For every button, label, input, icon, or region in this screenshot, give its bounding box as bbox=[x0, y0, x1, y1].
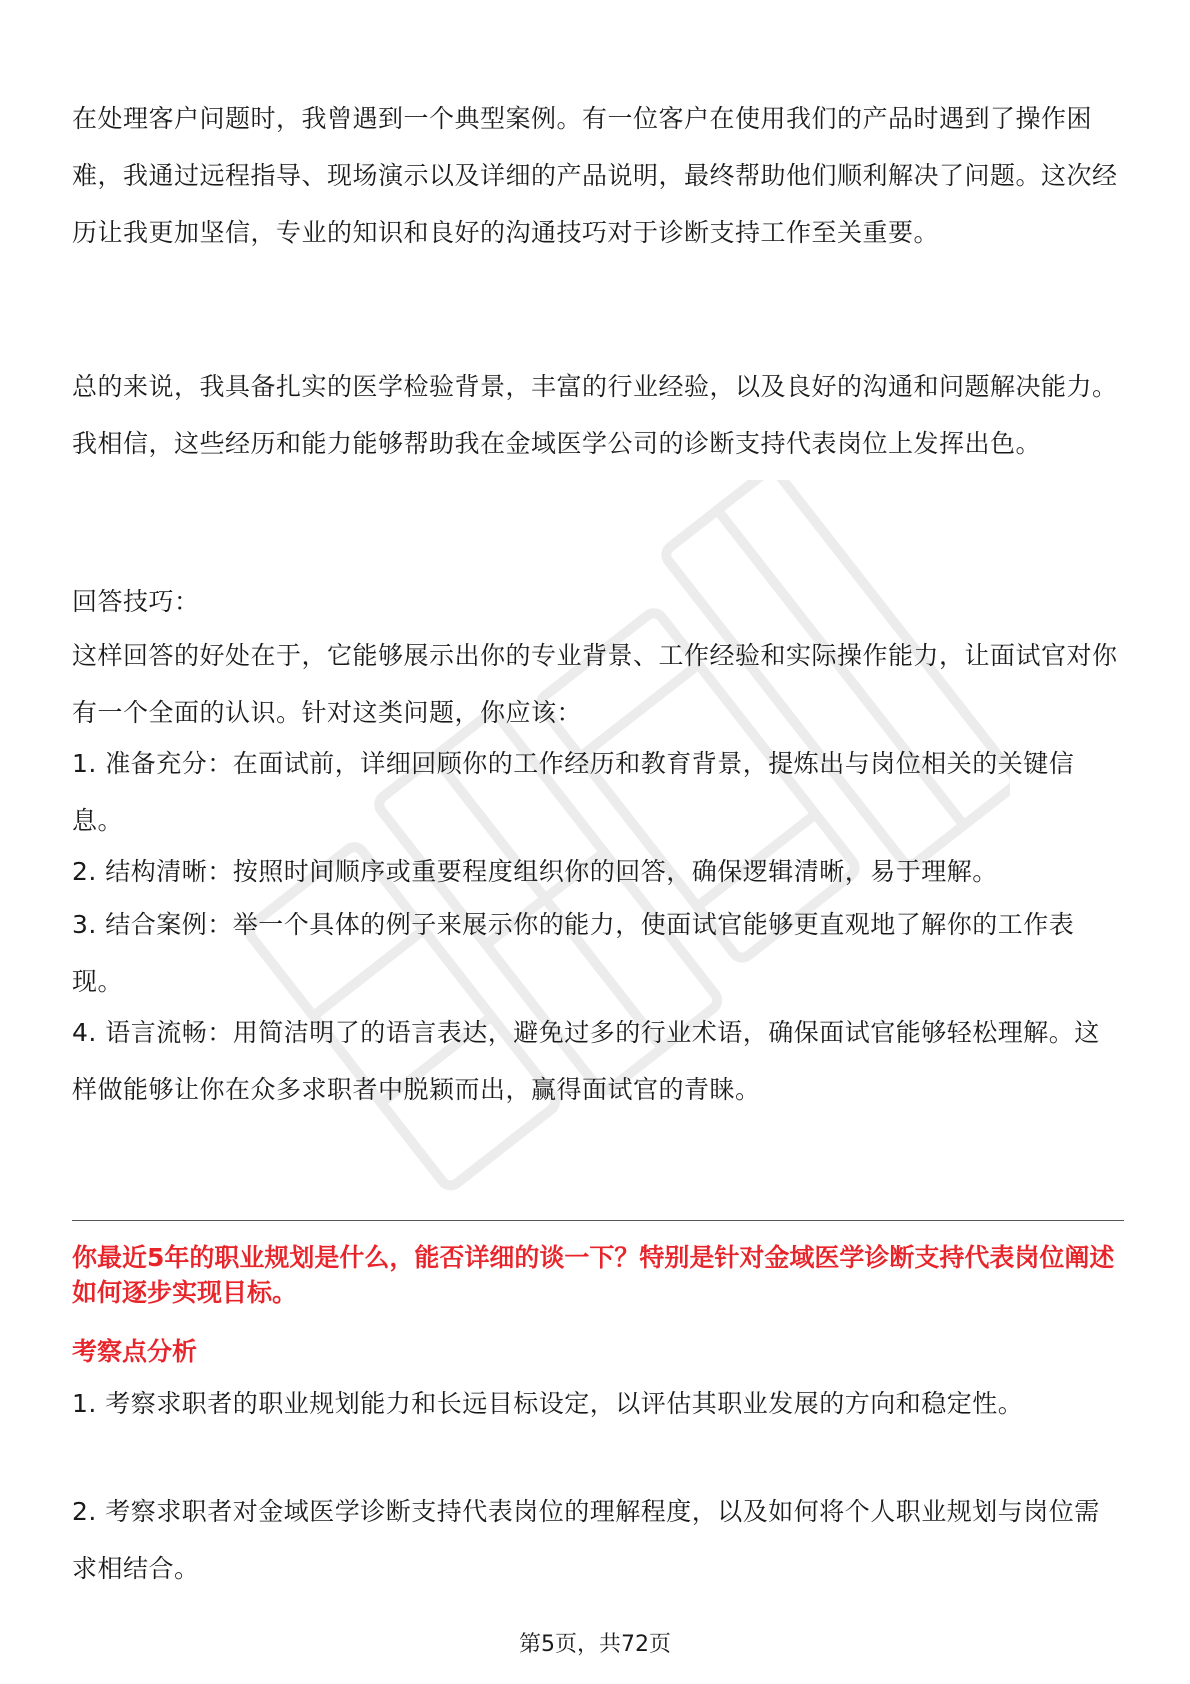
page-number: 第5页，共72页 bbox=[519, 1632, 671, 1657]
paragraph-case-example: 在处理客户问题时，我曾遇到一个典型案例。有一位客户在使用我们的产品时遇到了操作困难，我通过远程指导、现场演示以及详细的产品说明，最终帮助他们顺利解决了问题。这次经历让我更加坚信，专业的知识和良好的沟通技巧对于诊断支持工作至关重要。 bbox=[72, 104, 1118, 247]
paragraph-summary: 总的来说，我具备扎实的医学检验背景，丰富的行业经验，以及良好的沟通和问题解决能力。我相信，这些经历和能力能够帮助我在金域医学公司的诊断支持代表岗位上发挥出色。 bbox=[72, 372, 1118, 458]
tip-item-1: 1. 准备充分：在面试前，详细回顾你的工作经历和教育背景，提炼出与岗位相关的关键信息。 bbox=[72, 749, 1075, 835]
analysis-point-1: 1. 考察求职者的职业规划能力和长远目标设定，以评估其职业发展的方向和稳定性。 bbox=[72, 1389, 1024, 1418]
tip-item-2: 2. 结构清晰：按照时间顺序或重要程度组织你的回答，确保逻辑清晰，易于理解。 bbox=[72, 857, 998, 886]
analysis-heading: 考察点分析 bbox=[72, 1337, 198, 1366]
tip-item-3: 3. 结合案例：举一个具体的例子来展示你的能力，使面试官能够更直观地了解你的工作表现。 bbox=[72, 910, 1075, 996]
analysis-point-2: 2. 考察求职者对金域医学诊断支持代表岗位的理解程度，以及如何将个人职业规划与岗位需求相结合。 bbox=[72, 1497, 1100, 1583]
interview-question: 你最近5年的职业规划是什么，能否详细的谈一下？特别是针对金域医学诊断支持代表岗位阐述如何逐步实现目标。 bbox=[72, 1243, 1115, 1307]
tips-title: 回答技巧： bbox=[72, 587, 200, 616]
section-divider bbox=[72, 1220, 1124, 1221]
tips-intro: 这样回答的好处在于，它能够展示出你的专业背景、工作经验和实际操作能力，让面试官对你有一个全面的认识。针对这类问题，你应该： bbox=[72, 641, 1118, 727]
tip-item-4: 4. 语言流畅：用简洁明了的语言表达，避免过多的行业术语，确保面试官能够轻松理解。这样做能够让你在众多求职者中脱颖而出，赢得面试官的青睐。 bbox=[72, 1018, 1100, 1104]
